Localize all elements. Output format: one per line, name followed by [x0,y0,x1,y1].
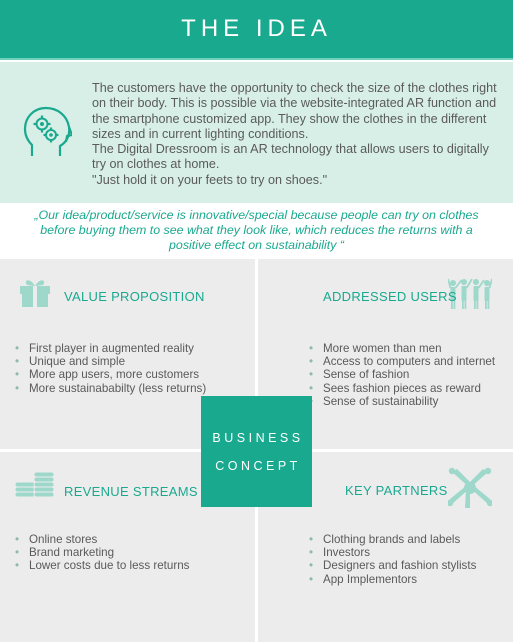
quote-text: „Our idea/product/service is innovative/special because people can try on clothes before buying them to see what they look like, which reduces the returns with a positive effect on sustainability “ [34,207,479,252]
intro-line: The customers have the opportunity to check the size of the clothes right on their body. This is possible via the website-integrated AR function and the smartphone customized app. They show the clothes in the different sizes and in current lighting conditions. [92,81,497,141]
business-concept-box [201,396,312,507]
list-item: • Unique and simple [14,355,206,368]
list-item: • Sees fashion pieces as reward [308,382,495,395]
quote-banner [0,203,513,257]
list-item: • More women than men [308,342,495,355]
hands-together-icon [448,466,492,510]
head-with-gears-icon [20,104,72,160]
list-item: • Sense of sustainability [308,395,495,408]
list-item: • More app users, more customers [14,368,206,381]
coins-icon [14,470,56,500]
list-item: • First player in augmented reality [14,342,206,355]
intro-line: "Just hold it on your feets to try on shoes." [92,172,328,187]
list-item: • Lower costs due to less returns [14,559,189,572]
revenue-streams-title: REVENUE STREAMS [64,484,198,499]
intro-panel [0,62,513,203]
intro-text [92,81,502,188]
list-item: • Designers and fashion stylists [308,559,476,572]
header-banner [0,0,513,60]
list-item: • Brand marketing [14,546,189,559]
value-proposition-title: VALUE PROPOSITION [64,289,205,304]
key-partners-list [308,533,476,586]
gift-icon [18,275,52,309]
list-item: • Sense of fashion [308,368,495,381]
center-label-line1: BUSINESS [212,430,304,445]
intro-line: The Digital Dressroom is an AR technology that allows users to digitally try on clothes at home. [92,142,489,172]
revenue-streams-list [14,533,189,573]
list-item: • App Implementors [308,573,476,586]
key-partners-title: KEY PARTNERS [345,483,448,498]
center-label-line2: CONCEPT [215,458,301,473]
list-item: • More sustainababilty (less returns) [14,382,206,395]
list-item: • Investors [308,546,476,559]
page-title: THE IDEA [181,15,332,42]
addressed-users-list [308,342,495,408]
list-item: • Clothing brands and labels [308,533,476,546]
value-proposition-list [14,342,206,395]
addressed-users-title: ADDRESSED USERS [323,289,457,304]
list-item: • Access to computers and internet [308,355,495,368]
list-item: • Online stores [14,533,189,546]
